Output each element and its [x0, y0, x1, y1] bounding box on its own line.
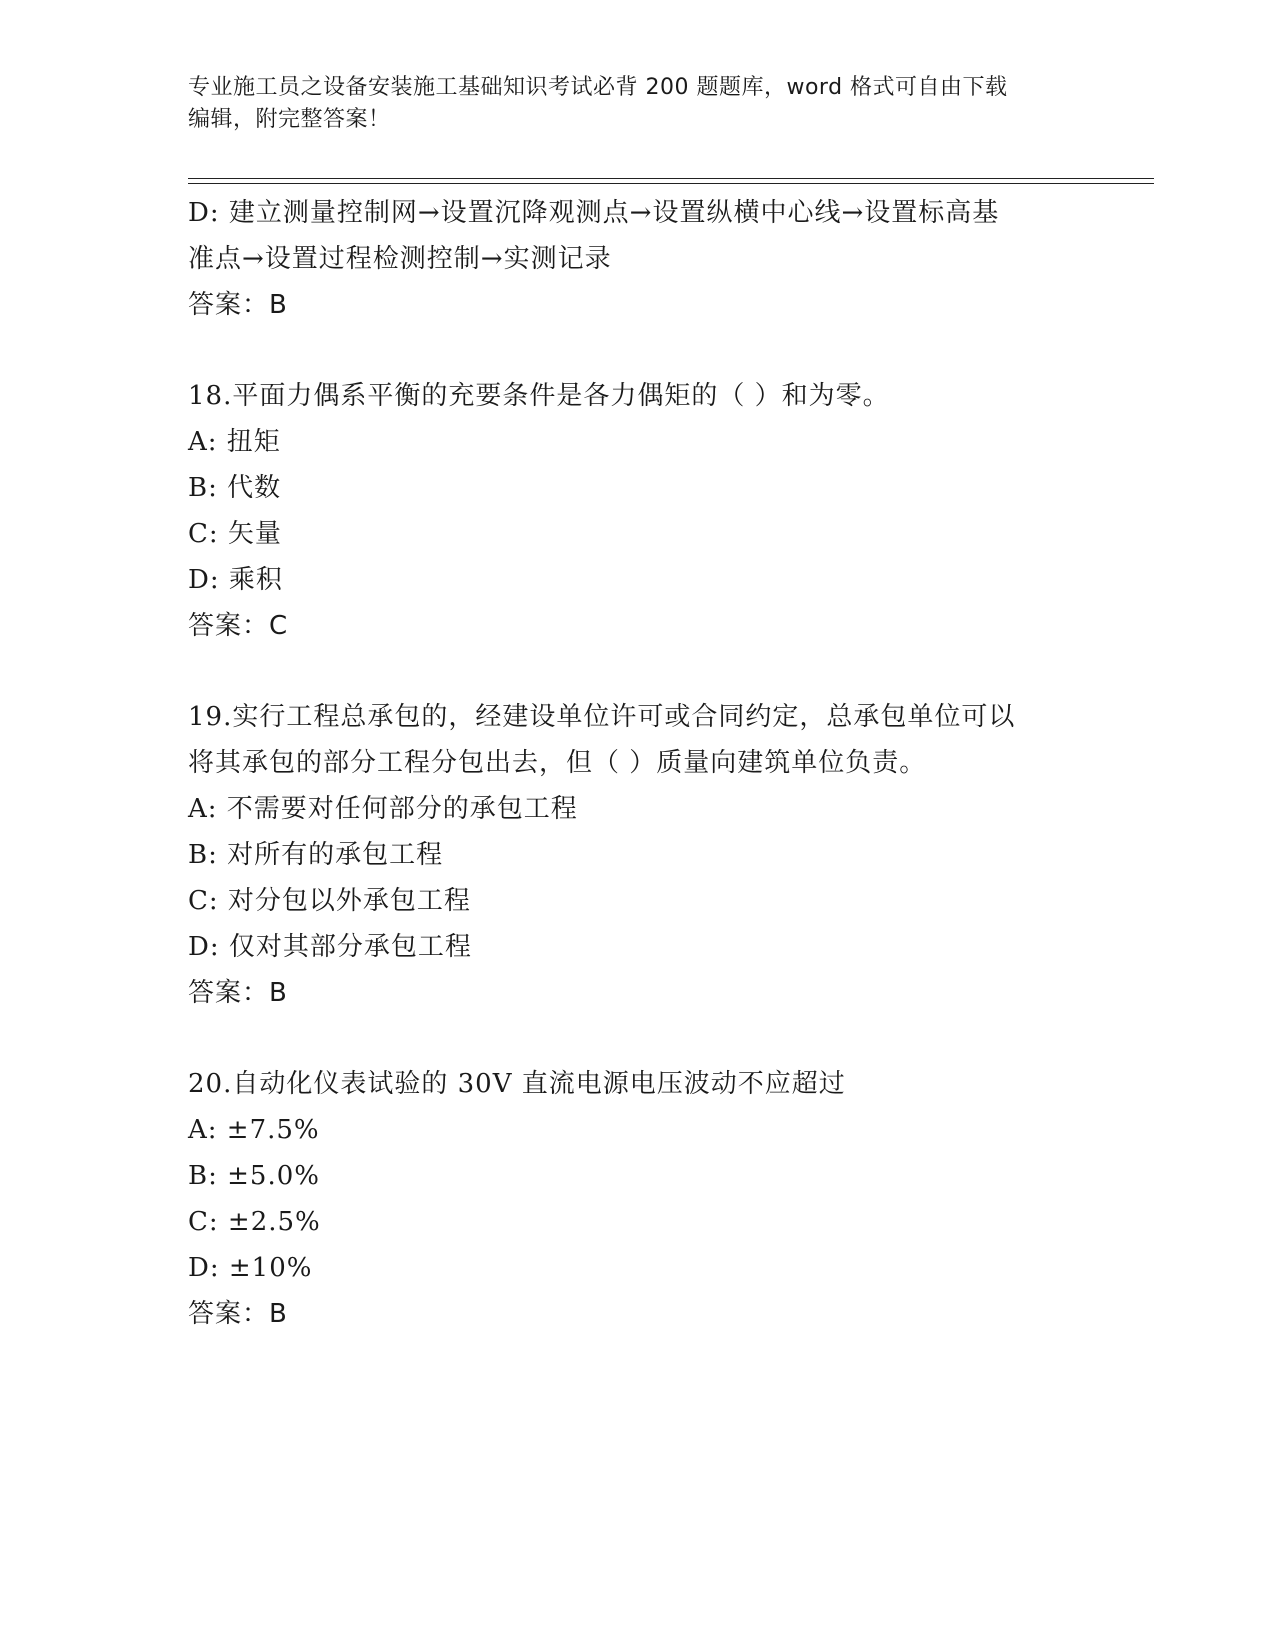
option-c: C: 对分包以外承包工程 — [188, 886, 471, 916]
question-17-continued — [188, 190, 1148, 328]
header-title-line-1: 专业施工员之设备安装施工基础知识考试必背 200 题题库，word 格式可自由下载 — [188, 75, 1008, 100]
question-list — [188, 190, 1148, 1337]
document-header — [188, 72, 1088, 136]
header-divider-top — [188, 178, 1154, 179]
option-b: B: 对所有的承包工程 — [188, 840, 444, 870]
option-d: D: 乘积 — [188, 565, 283, 595]
question-19 — [188, 694, 1148, 1016]
header-divider-bottom — [188, 183, 1154, 184]
answer-line: 答案：C — [188, 611, 289, 641]
question-20 — [188, 1061, 1148, 1337]
option-a: A: 扭矩 — [188, 427, 281, 457]
option-a: A: ±7.5% — [188, 1115, 320, 1145]
option-a: A: 不需要对任何部分的承包工程 — [188, 794, 578, 824]
question-18 — [188, 373, 1148, 649]
question-stem-line-1: 19.实行工程总承包的，经建设单位许可或合同约定，总承包单位可以 — [188, 702, 1016, 732]
option-d: D: ±10% — [188, 1253, 313, 1283]
option-d-line-1: D: 建立测量控制网→设置沉降观测点→设置纵横中心线→设置标高基 — [188, 198, 1000, 228]
option-b: B: 代数 — [188, 473, 282, 503]
option-c: C: 矢量 — [188, 519, 282, 549]
question-stem: 20.自动化仪表试验的 30V 直流电源电压波动不应超过 — [188, 1069, 846, 1099]
header-title-line-2: 编辑，附完整答案！ — [188, 107, 391, 132]
option-c: C: ±2.5% — [188, 1207, 321, 1237]
question-stem-line-2: 将其承包的部分工程分包出去，但（ ）质量向建筑单位负责。 — [188, 748, 927, 778]
option-d: D: 仅对其部分承包工程 — [188, 932, 472, 962]
answer-line: 答案：B — [188, 290, 288, 320]
answer-line: 答案：B — [188, 978, 288, 1008]
option-b: B: ±5.0% — [188, 1161, 320, 1191]
question-stem: 18.平面力偶系平衡的充要条件是各力偶矩的（ ）和为零。 — [188, 381, 890, 411]
answer-line: 答案：B — [188, 1299, 288, 1329]
option-d-line-2: 准点→设置过程检测控制→实测记录 — [188, 244, 612, 274]
